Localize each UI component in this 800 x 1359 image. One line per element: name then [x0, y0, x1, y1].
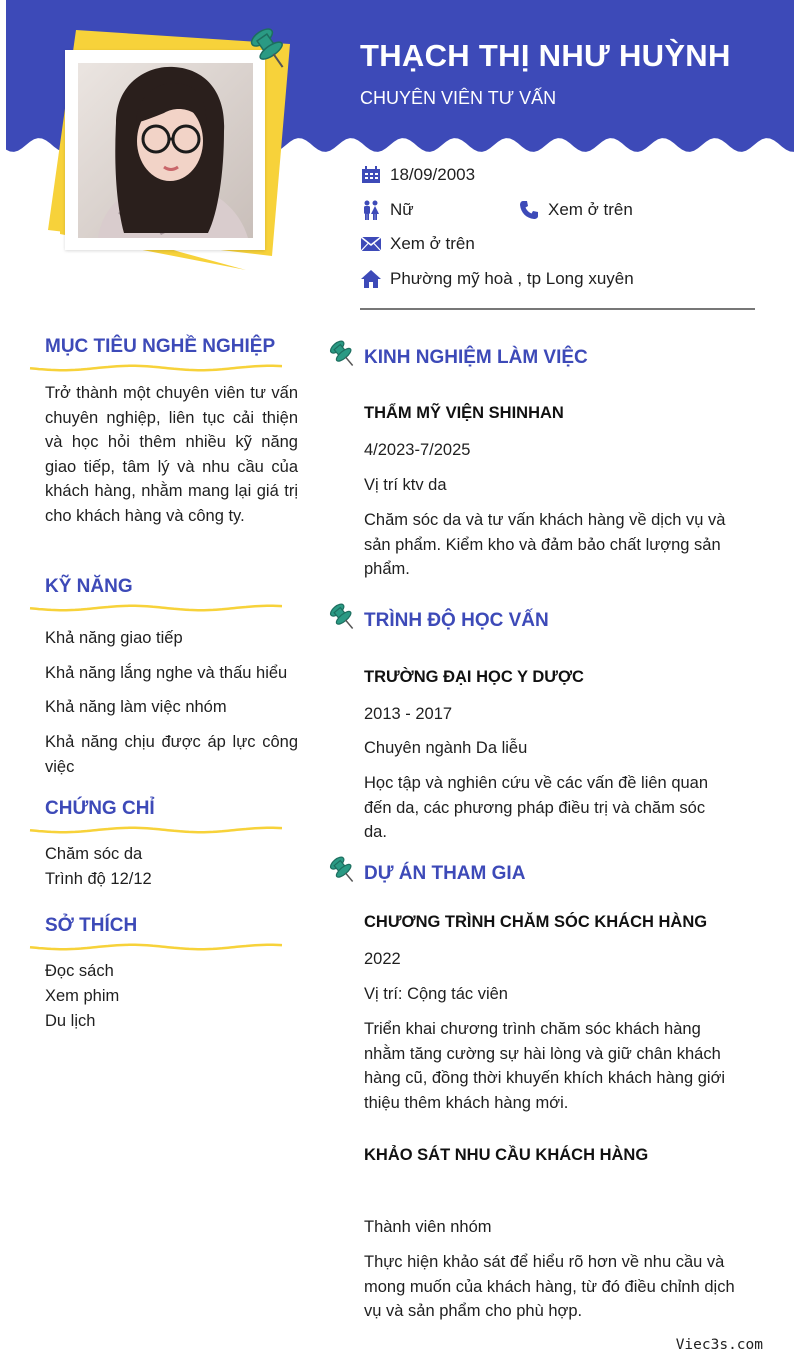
- email-row: [360, 234, 475, 254]
- gender-value: Nữ: [390, 200, 414, 219]
- envelope-icon: [360, 234, 382, 254]
- project-role: Thành viên nhóm: [364, 1218, 492, 1236]
- certificate-item: Chăm sóc da: [45, 845, 143, 863]
- gender-row: [360, 200, 414, 220]
- career-goal-title: MỤC TIÊU NGHỀ NGHIỆP: [45, 336, 276, 357]
- phone-row: [518, 200, 633, 220]
- hobby-item: Du lịch: [45, 1012, 96, 1030]
- pushpin-icon: [328, 854, 358, 886]
- project-name: CHƯƠNG TRÌNH CHĂM SÓC KHÁCH HÀNG: [364, 913, 708, 931]
- skill-item: Khả năng lắng nghe và thấu hiểu: [45, 664, 288, 682]
- phone-value: Xem ở trên: [548, 200, 633, 219]
- project-period: 2022: [364, 950, 401, 968]
- birthday-row: [360, 165, 475, 185]
- project-role: Vị trí: Cộng tác viên: [364, 985, 508, 1003]
- skill-item: Khả năng giao tiếp: [45, 629, 183, 647]
- skills-underline: [28, 602, 284, 614]
- pushpin-icon: [328, 338, 358, 370]
- education-major: Chuyên ngành Da liễu: [364, 739, 528, 757]
- skills-title: KỸ NĂNG: [45, 576, 133, 597]
- skill-item: Khả năng làm việc nhóm: [45, 698, 227, 716]
- education-period: 2013 - 2017: [364, 705, 453, 723]
- pushpin-icon: [328, 601, 358, 633]
- phone-icon: [518, 200, 540, 220]
- career-goal-underline: [28, 362, 284, 374]
- project-description: Triển khai chương trình chăm sóc khách hàng nhằm tăng cường sự hài lòng và giữ chân khách hàng cũ, đồng thời khuyến khích khách hàng giới thiệu thêm khách hàng mới.: [364, 1020, 726, 1112]
- pushpin-icon: [248, 25, 292, 73]
- hobby-item: Xem phim: [45, 987, 120, 1005]
- experience-title: KINH NGHIỆM LÀM VIỆC: [364, 347, 588, 368]
- home-icon: [360, 269, 382, 289]
- address-value: Phường mỹ hoà , tp Long xuyên: [390, 269, 634, 288]
- calendar-icon: [360, 165, 382, 185]
- projects-title: DỰ ÁN THAM GIA: [364, 863, 526, 884]
- career-goal-text: Trở thành một chuyên viên tư vấn chuyên nghiệp, liên tục cải thiện và học hỏi thêm nhiều kỹ năng giao tiếp, tâm lý và nhu cầu của khách hàng, nhằm mang lại giá trị cho khách hàng và công ty.: [45, 384, 298, 525]
- certificates-underline: [28, 824, 284, 836]
- certificates-title: CHỨNG CHỈ: [45, 798, 155, 819]
- education-title: TRÌNH ĐỘ HỌC VẤN: [364, 610, 549, 631]
- gender-icon: [360, 200, 382, 220]
- experience-company: THẨM MỸ VIỆN SHINHAN: [364, 404, 564, 422]
- address-row: [360, 269, 634, 289]
- education-school: TRƯỜNG ĐẠI HỌC Y DƯỢC: [364, 668, 584, 686]
- job-title: CHUYÊN VIÊN TƯ VẤN: [360, 88, 557, 108]
- project-name: KHẢO SÁT NHU CẦU KHÁCH HÀNG: [364, 1146, 649, 1164]
- certificate-item: Trình độ 12/12: [45, 870, 152, 888]
- email-value: Xem ở trên: [390, 234, 475, 253]
- skill-item: Khả năng chịu được áp lực công việc: [45, 733, 298, 776]
- experience-description: Chăm sóc da và tư vấn khách hàng về dịch vụ và sản phẩm. Kiểm kho và đảm bảo chất lượng sản phẩm.: [364, 511, 726, 579]
- education-description: Học tập và nghiên cứu về các vấn đề liên quan đến da, các phương pháp điều trị và chăm sóc da.: [364, 774, 709, 842]
- hobby-item: Đọc sách: [45, 962, 114, 980]
- profile-photo: [78, 63, 253, 238]
- experience-period: 4/2023-7/2025: [364, 441, 471, 459]
- hobbies-title: SỞ THÍCH: [45, 915, 138, 936]
- birthday-value: 18/09/2003: [390, 165, 476, 184]
- hobbies-underline: [28, 941, 284, 953]
- watermark: Viec3s.com: [675, 1337, 763, 1353]
- contact-divider: [360, 308, 755, 310]
- experience-position: Vị trí ktv da: [364, 476, 447, 494]
- project-description: Thực hiện khảo sát để hiểu rõ hơn về nhu cầu và mong muốn của khách hàng, từ đó điều chỉnh dịch vụ và sản phẩm cho phù hợp.: [364, 1253, 735, 1321]
- candidate-name: THẠCH THỊ NHƯ HUỲNH: [360, 38, 731, 73]
